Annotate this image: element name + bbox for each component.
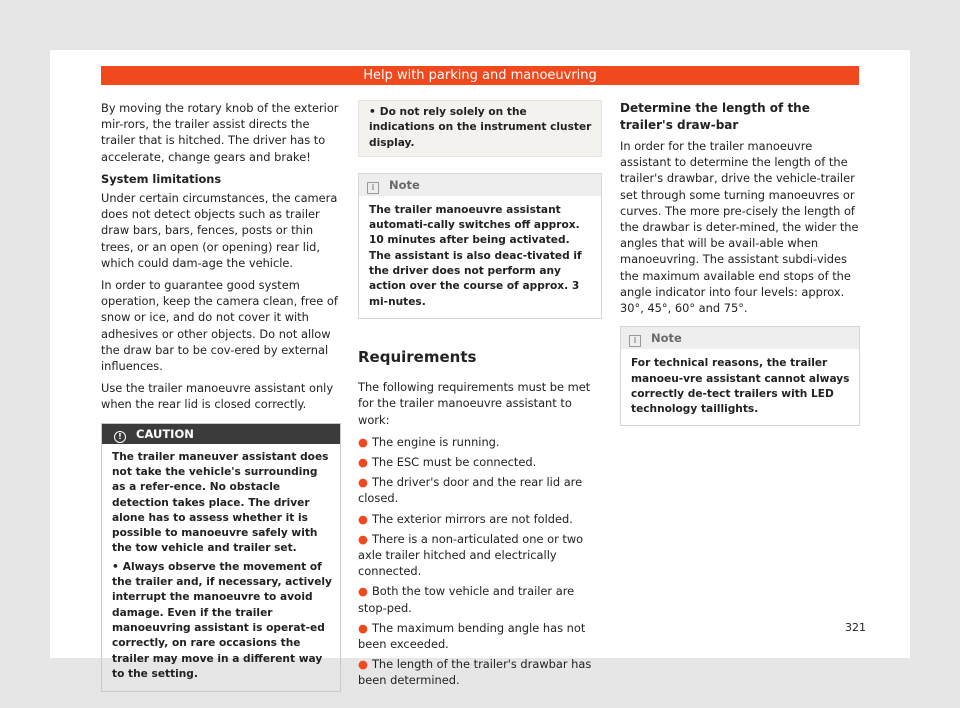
bullet-icon: ●	[358, 511, 368, 526]
note-box	[620, 326, 860, 426]
note-header	[359, 174, 601, 196]
list-item: ● The length of the trailer's drawbar has been determined.	[358, 657, 592, 688]
bullet-icon: ●	[358, 620, 368, 635]
note-body: For technical reasons, the trailer manoeu-vre assistant cannot always correctly de-tect trailers with LED technology taillights.	[631, 357, 850, 416]
header-title: Help with parking and manoeuvring	[363, 68, 597, 83]
list-item: ● The exterior mirrors are not folded.	[358, 511, 573, 526]
caution-body	[102, 444, 340, 691]
column-1	[101, 100, 341, 692]
caution-label: CAUTION	[136, 426, 194, 441]
list-item: ● The ESC must be connected.	[358, 454, 537, 469]
column-2	[358, 100, 602, 693]
page-number: 321	[845, 621, 866, 634]
limitations-paragraph: Under certain circumstances, the camera does not detect objects such as trailer draw bars, bars, fences, posts or thin trees, or an open (or opening) rear lid, which could dam-age the vehicle.	[101, 191, 338, 270]
list-item: ● There is a non-articulated one or two axle trailer hitched and electrically connected.	[358, 531, 584, 579]
caution-box	[101, 423, 341, 692]
caution-text: The trailer maneuver assistant does not take the vehicle's surrounding as a refer-ence. No obstacle detection takes place. The driver alone has to assess whether it is possible to manoeuvre safely with the tow vehicle and trailer set.	[112, 450, 329, 555]
list-item: ● Both the tow vehicle and trailer are stop-ped.	[358, 584, 575, 615]
requirements-list	[358, 434, 602, 689]
bullet-icon: ●	[358, 584, 368, 599]
requirements-intro: The following requirements must be met for the trailer manoeuvre assistant to work:	[358, 380, 591, 427]
note-label: Note	[651, 331, 682, 346]
drawbar-paragraph: In order for the trailer manoeuvre assistant to determine the length of the trailer's drawbar, drive the vehicle-trailer set through some turning manoeuvres or curves. The more pre-cisely the length of the drawbar is deter-mined, the wider the angles that will be avail-able when manoeuvring. The assistant subdi-vides the maximum available end stops of the angle indicator into four levels: approx. 30°, 45°, 60° and 75°.	[620, 139, 859, 316]
use-paragraph: Use the trailer manoeuvre assistant only when the rear lid is closed correctly.	[101, 381, 334, 412]
caution-bullet-text: Always observe the movement of the trailer and, if necessary, actively interrupt the manoeuvre to avoid damage. Even if the trailer manoeuvring assistant is operat-ed correctly, on rare occasions the trailer may move in a different way to the setting.	[112, 560, 332, 680]
warning-bullet-text: Do not rely solely on the indications on the instrument cluster display.	[369, 106, 592, 149]
list-item: ● The maximum bending angle has not been exceeded.	[358, 620, 586, 652]
note-body: The trailer manoeuvre assistant automati-cally switches off approx. 10 minutes after being activated. The assistant is also deac-tivated if the driver does not perform any action over the course of approx. 3 mi-nutes.	[369, 203, 582, 308]
list-item: ● The engine is running.	[358, 434, 500, 449]
list-item: ● The driver's door and the rear lid are closed.	[358, 475, 583, 506]
note-label: Note	[389, 177, 420, 192]
page-header	[101, 66, 859, 85]
bullet-icon: ●	[358, 475, 368, 490]
note-box	[358, 173, 602, 319]
note-header	[621, 327, 859, 349]
caution-icon: !	[114, 431, 126, 443]
drawbar-heading: Determine the length of the trailer's draw-bar	[620, 101, 810, 132]
warning-bullet-box	[358, 100, 602, 157]
requirements-heading: Requirements	[358, 347, 477, 366]
bullet-icon: ●	[358, 657, 368, 672]
bullet-icon: •	[369, 106, 376, 118]
bullet-icon: ●	[358, 531, 368, 546]
note-icon: i	[367, 182, 379, 194]
note-icon: i	[629, 335, 641, 347]
intro-paragraph: By moving the rotary knob of the exterior mir-rors, the trailer assist directs the trailer that is hitched. The driver has to accelerate, change gears and brake!	[101, 101, 339, 164]
column-3	[620, 100, 860, 426]
guarantee-paragraph: In order to guarantee good system operation, keep the camera clean, free of snow or ice, and do not cover it with adhesives or other objects. Do not allow the draw bar to be cov-ered by external influences.	[101, 278, 338, 374]
bullet-icon: •	[112, 560, 119, 573]
bullet-icon: ●	[358, 454, 368, 469]
limitations-heading: System limitations	[101, 171, 222, 186]
caution-bullet-item	[112, 560, 332, 682]
bullet-icon: ●	[358, 434, 368, 449]
caution-header	[102, 424, 340, 444]
